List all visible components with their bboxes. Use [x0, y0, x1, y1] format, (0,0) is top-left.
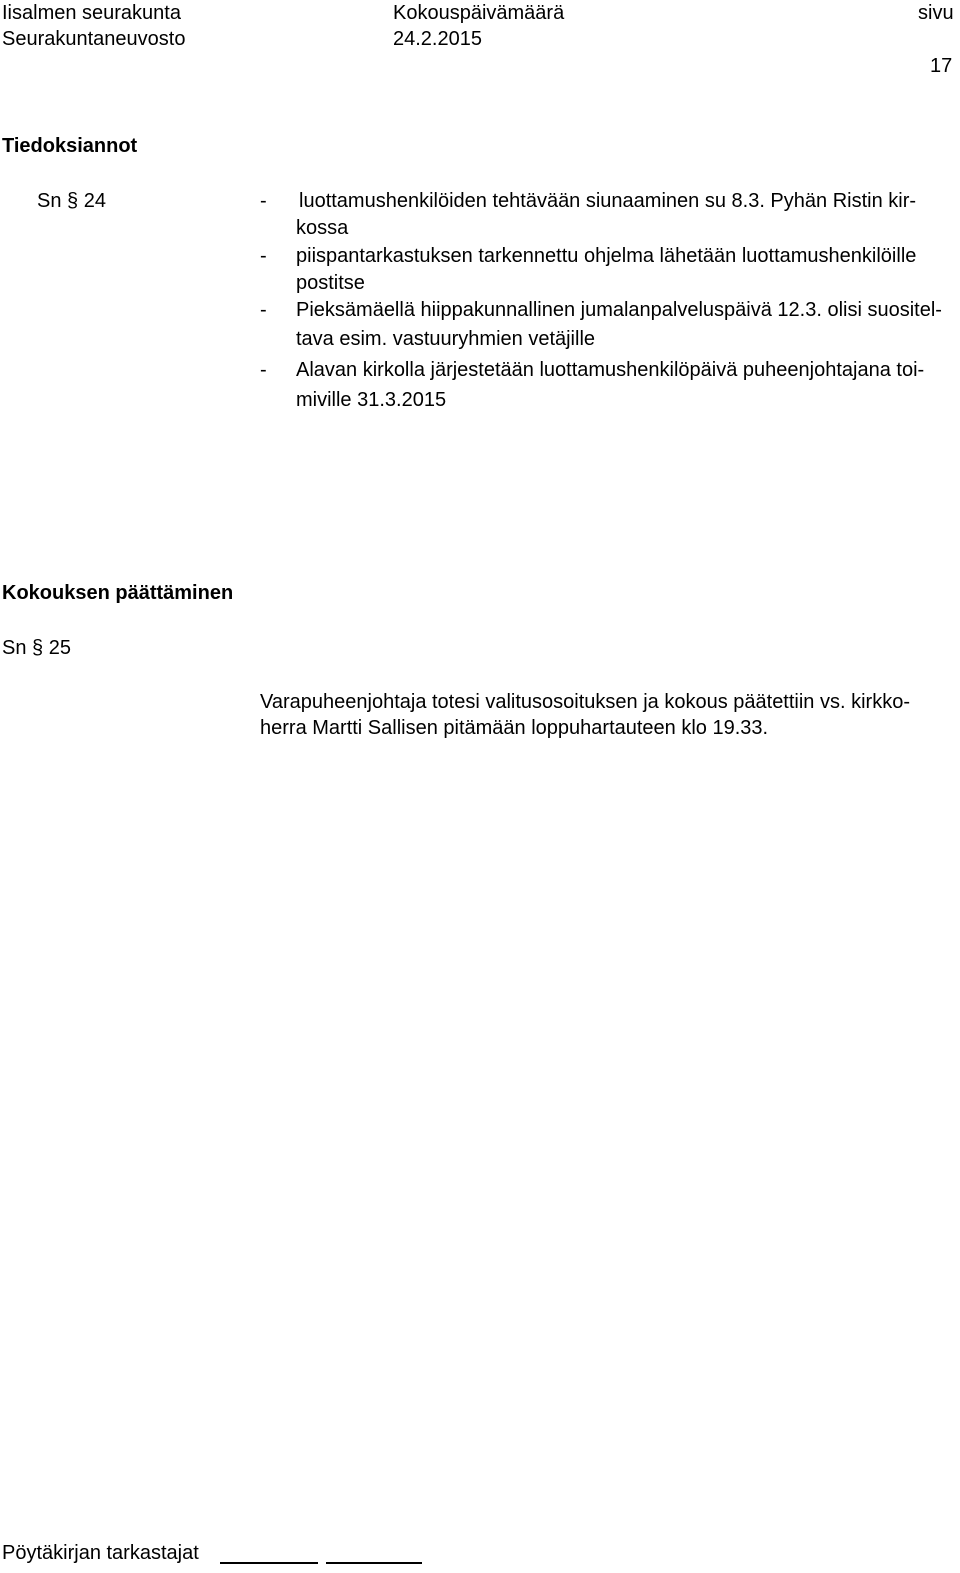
section-heading-tiedoksiannot: Tiedoksiannot — [2, 135, 138, 157]
list-item-line: tava esim. vastuuryhmien vetäjille — [296, 328, 596, 350]
minutes-checkers-label: Pöytäkirjan tarkastajat — [2, 1542, 199, 1564]
paragraph-id-sn-24: Sn § 24 — [37, 190, 106, 212]
list-item-line: miville 31.3.2015 — [296, 389, 447, 411]
date-label: Kokouspäivämäärä — [393, 2, 565, 24]
section-heading-kokouksen-paattaminen: Kokouksen päättäminen — [2, 582, 234, 604]
list-item-line: Alavan kirkolla järjestetään luottamushenkilöpäivä puheenjohtajana toi- — [296, 359, 925, 381]
signature-line — [326, 1562, 422, 1564]
signature-line — [220, 1562, 318, 1564]
list-dash: - — [260, 299, 267, 321]
closing-text-line: Varapuheenjohtaja totesi valitusosoituksen ja kokous päätettiin vs. kirkko- — [260, 691, 910, 713]
meeting-date: 24.2.2015 — [393, 28, 482, 50]
list-item-line: postitse — [296, 272, 365, 294]
list-item-line: kossa — [296, 217, 349, 239]
list-dash: - — [260, 245, 267, 267]
body-name: Seurakuntaneuvosto — [2, 28, 186, 50]
list-dash: - — [260, 190, 267, 212]
list-dash: - — [260, 359, 267, 381]
list-item-line: Pieksämäellä hiippakunnallinen jumalanpalveluspäivä 12.3. olisi suositel- — [296, 299, 942, 321]
list-item-line: luottamushenkilöiden tehtävään siunaaminen su 8.3. Pyhän Ristin kir- — [299, 190, 917, 212]
paragraph-id-sn-25: Sn § 25 — [2, 637, 71, 659]
page-label: sivu — [918, 2, 954, 24]
organization-name: Iisalmen seurakunta — [2, 2, 181, 24]
closing-text-line: herra Martti Sallisen pitämään loppuhartauteen klo 19.33. — [260, 717, 769, 739]
list-item-line: piispantarkastuksen tarkennettu ohjelma lähetään luottamushenkilöille — [296, 245, 917, 267]
page-number: 17 — [930, 55, 953, 77]
